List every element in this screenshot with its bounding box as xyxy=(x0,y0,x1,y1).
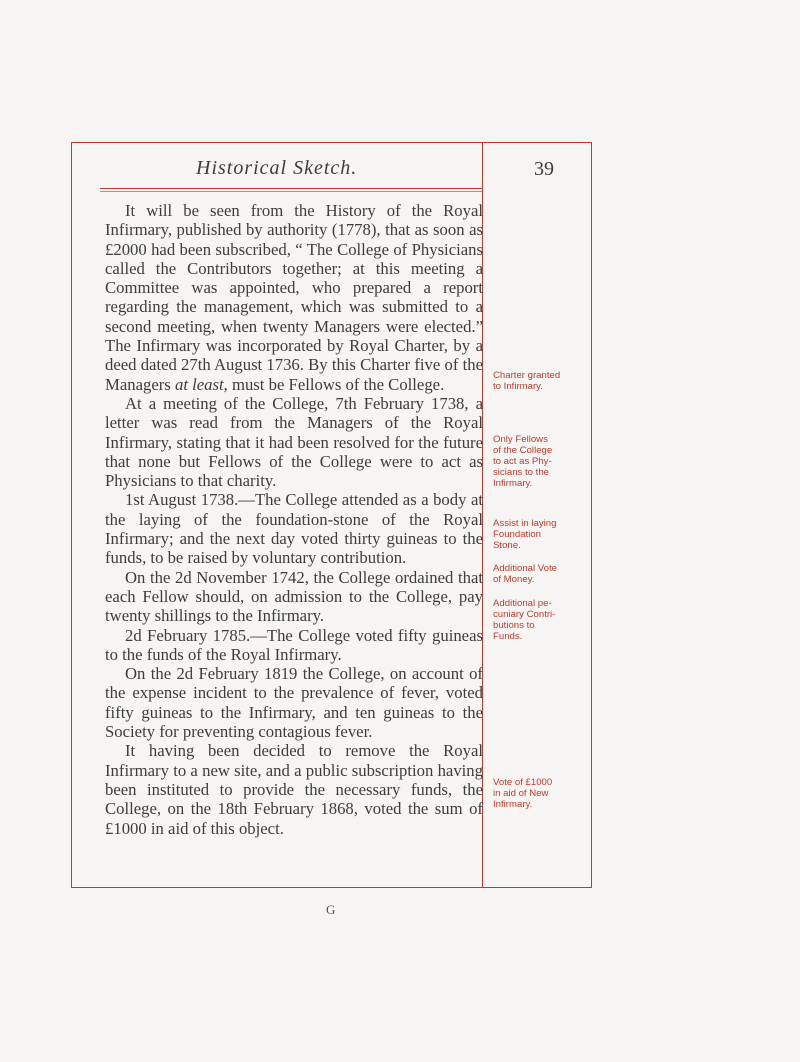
paragraph-foundation-stone: 1st August 1738.—The College attended as a body at the laying of the foundation-stone of the Royal Infirmary; and the next day voted thirty guineas to the funds, to be raised by voluntary contribution. xyxy=(105,490,483,568)
paragraph-1785: 2d February 1785.—The College voted fifty guineas to the funds of the Royal Infirmary. xyxy=(105,625,483,664)
page-number: 39 xyxy=(534,158,554,180)
paragraph-1742: On the 2d November 1742, the College ordained that each Fellow should, on admission to the College, pay twenty shillings to the Infirmary. xyxy=(105,567,483,626)
body-text xyxy=(105,201,483,838)
header-rule xyxy=(100,188,482,189)
signature-mark: G xyxy=(326,902,336,917)
paragraph-meeting-1738: At a meeting of the College, 7th February 1738, a letter was read from the Managers of the Royal Infirmary, stating that it had been resolved for the future that none but Fellows of the College were to act as Physicians to that charity. xyxy=(105,393,483,491)
margin-note-foundation: Assist in laying Foundation Stone. xyxy=(493,518,557,551)
paragraph-1819: On the 2d February 1819 the College, on account of the expense incident to the prevalence of fever, voted fifty guineas to the Infirmary, and ten guineas to the Society for preventing contagious fever. xyxy=(105,664,483,742)
margin-note-only-fellows: Only Fellows of the College to act as Phy- sicians to the Infirmary. xyxy=(493,434,553,489)
paragraph-history: It will be seen from the History of the Royal Infirmary, published by authority (1778), that as soon as £2000 had been subscribed, “ The College of Physicians called the Contributors together; at this meeting a Committee was appointed, who prepared a report regarding the management, which was submitted to a second meeting, when twenty Managers were elected.” The Infirmary was incorporated by Royal Charter, by a deed dated 27th August 1736. By this Charter five of the Managers at least, must be Fellows of the College. xyxy=(105,201,483,394)
header-rule-secondary xyxy=(100,191,482,192)
running-head-title: Historical Sketch. xyxy=(196,157,358,179)
margin-note-additional-vote: Additional Vote of Money. xyxy=(493,563,558,585)
margin-note-pecuniary: Additional pe- cuniary Contri- butions to Funds. xyxy=(493,598,556,642)
paragraph-1868: It having been decided to remove the Royal Infirmary to a new site, and a public subscription having been instituted to provide the necessary funds, the College, on the 18th February 1868, voted the sum of £1000 in aid of this object. xyxy=(105,741,483,838)
margin-note-charter: Charter granted to Infirmary. xyxy=(493,370,561,392)
margin-note-vote-1000: Vote of £1000 in aid of New Infirmary. xyxy=(493,777,553,810)
